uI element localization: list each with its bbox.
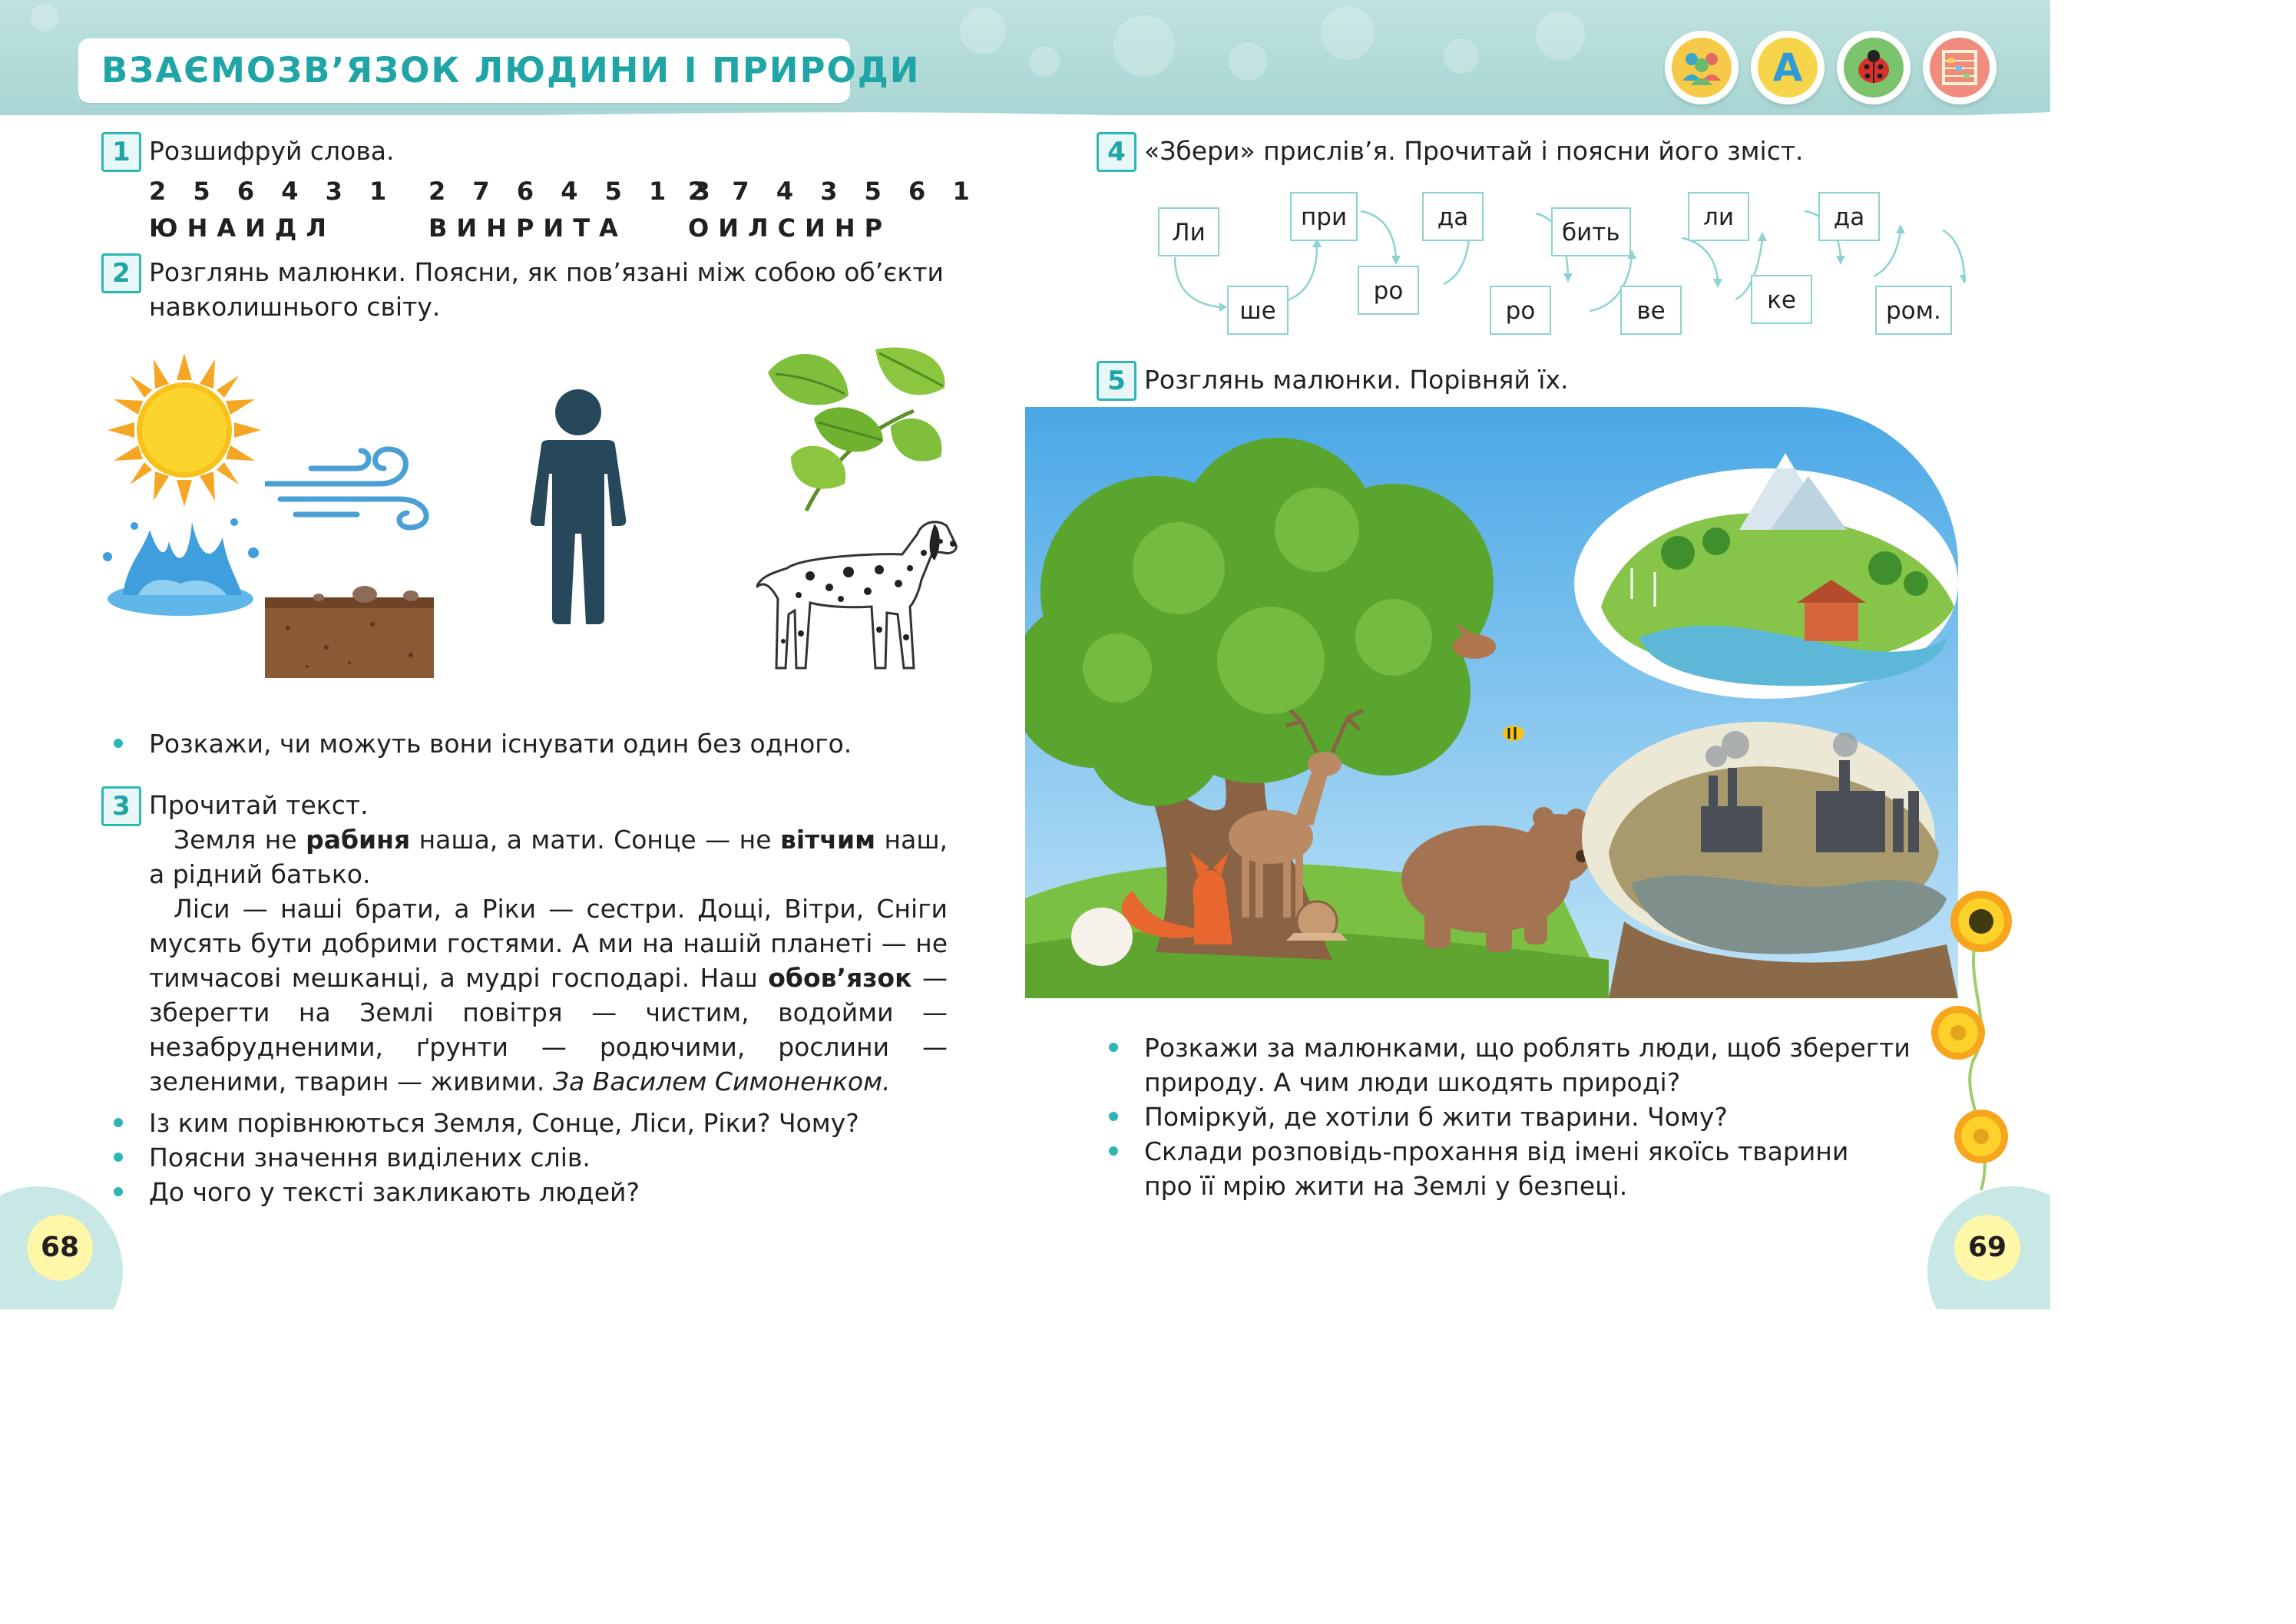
syllable-card[interactable]: ве bbox=[1620, 286, 1682, 335]
syllable-card[interactable]: ше bbox=[1227, 286, 1289, 335]
abacus-icon bbox=[1923, 31, 1997, 104]
syllable-card[interactable]: при bbox=[1290, 192, 1358, 241]
code2-letters: ВИНРИТА bbox=[428, 213, 627, 243]
syllable-card[interactable]: да bbox=[1422, 192, 1484, 241]
task3-text-line5: тимчасові мешканці, а мудрі господарі. Наш обов’язок — bbox=[149, 963, 948, 993]
ladybug-icon bbox=[1837, 31, 1911, 104]
bullet-dot bbox=[1109, 1146, 1118, 1156]
bold-word-vitchym: вітчим bbox=[779, 825, 876, 855]
nature-comparison-illustration bbox=[1025, 407, 1966, 998]
task3-prompt: Прочитай текст. bbox=[149, 790, 369, 820]
task3-text-line1: Земля не рабиня наша, а мати. Сонце — не вітчим наш, bbox=[174, 825, 948, 855]
task3-text-line6: зберегти на Землі повітря — чистим, водойми — bbox=[149, 997, 948, 1027]
wind-illustration bbox=[265, 442, 438, 534]
task3-text bbox=[149, 822, 948, 1099]
task-number-5: 5 bbox=[1097, 361, 1136, 401]
syllable-card[interactable]: бить bbox=[1551, 207, 1631, 256]
bullet-dot bbox=[1109, 1112, 1118, 1121]
author-attribution: За Василем Симоненком. bbox=[552, 1067, 891, 1096]
bold-word-rabynia: рабиня bbox=[306, 825, 411, 855]
task3-text-line3: Ліси — наші брати, а Ріки — сестри. Дощі, Вітри, Сніги bbox=[174, 894, 948, 924]
sun-illustration bbox=[108, 353, 261, 507]
syllable-card[interactable]: Ли bbox=[1158, 207, 1219, 256]
task3-text-line7: незабрудненими, ґрунти — родючими, рослини — bbox=[149, 1032, 948, 1062]
bullet-dot bbox=[114, 1187, 123, 1196]
syllable-card[interactable]: ли bbox=[1688, 192, 1749, 241]
task-number-4: 4 bbox=[1097, 132, 1136, 172]
task5-prompt: Розглянь малюнки. Порівняй їх. bbox=[1144, 365, 1569, 395]
task5-bullet-2: Поміркуй, де хотіли б жити тварини. Чому? bbox=[1144, 1102, 1728, 1132]
bullet-dot bbox=[1109, 1043, 1118, 1052]
bullet-dot bbox=[114, 1118, 123, 1127]
task2-prompt-line2: навколишнього світу. bbox=[149, 292, 441, 322]
page-number-right: 69 bbox=[1954, 1215, 2020, 1281]
page-title: ВЗАЄМОЗВ’ЯЗОК ЛЮДИНИ І ПРИРОДИ bbox=[101, 50, 921, 91]
syllable-card[interactable]: ром. bbox=[1875, 286, 1952, 335]
code3-letters: ОИЛСИНР bbox=[688, 213, 892, 243]
leaves-illustration bbox=[760, 342, 952, 518]
task5-bullet-3-line2: про її мрію жити на Землі у безпеці. bbox=[1144, 1171, 1628, 1201]
syllable-card[interactable]: ро bbox=[1490, 286, 1551, 335]
header-wave bbox=[0, 106, 2050, 129]
water-splash-illustration bbox=[92, 511, 269, 618]
syllable-card[interactable]: да bbox=[1818, 192, 1880, 241]
task3-text-line2: а рідний батько. bbox=[149, 859, 371, 889]
sunflower-decoration bbox=[1927, 883, 2020, 1221]
human-silhouette-illustration bbox=[524, 388, 632, 626]
group-work-icon bbox=[1665, 31, 1739, 104]
task5-bullet-3-line1: Склади розповідь-прохання від імені якоїсь тварини bbox=[1144, 1136, 1849, 1166]
task-number-2: 2 bbox=[101, 253, 141, 293]
task3-bullet-2: Поясни значення виділених слів. bbox=[149, 1143, 591, 1173]
task-number-1: 1 bbox=[101, 132, 141, 172]
task2-bullet: Розкажи, чи можуть вони існувати один без одного. bbox=[149, 729, 852, 759]
bold-word-oboviazok: обов’язок bbox=[768, 963, 912, 993]
task5-bullet-1-line1: Розкажи за малюнками, що роблять люди, щоб зберегти bbox=[1144, 1033, 1911, 1063]
letter-a-icon: А bbox=[1751, 31, 1825, 104]
soil-illustration bbox=[265, 582, 434, 678]
bullet-dot bbox=[114, 1153, 123, 1162]
code1-letters: ЮНАИДЛ bbox=[149, 213, 336, 243]
task2-prompt bbox=[149, 255, 944, 324]
code1-digits: 2 5 6 4 3 1 bbox=[149, 177, 396, 206]
syllable-card[interactable]: ро bbox=[1358, 266, 1419, 315]
dalmatian-dog-illustration bbox=[756, 507, 960, 683]
task-number-3: 3 bbox=[101, 786, 141, 826]
task3-text-line4: мусять бути добрими гостями. А ми на нашій планеті — не bbox=[149, 928, 948, 958]
task2-prompt-line1: Розглянь малюнки. Поясни, як пов’язані між собою об’єкти bbox=[149, 257, 944, 287]
page-number-left: 68 bbox=[27, 1215, 93, 1281]
task4-prompt: «Збери» прислів’я. Прочитай і поясни його зміст. bbox=[1144, 136, 1804, 166]
bullet-dot bbox=[114, 739, 123, 748]
code2-digits: 2 7 6 4 5 1 3 bbox=[428, 177, 720, 206]
syllable-card[interactable]: ке bbox=[1751, 275, 1812, 324]
task5-bullet-1-line2: природу. А чим люди шкодять природі? bbox=[1144, 1067, 1681, 1097]
task3-bullet-1: Із ким порівнюються Земля, Сонце, Ліси, Ріки? Чому? bbox=[149, 1108, 859, 1138]
code3-digits: 2 7 4 3 5 6 1 bbox=[688, 177, 979, 206]
task1-prompt: Розшифруй слова. bbox=[149, 136, 395, 166]
task3-bullet-3: До чого у тексті закликають людей? bbox=[149, 1177, 640, 1207]
task3-text-line8: зеленими, тварин — живими. За Василем Симоненком. bbox=[149, 1067, 891, 1096]
